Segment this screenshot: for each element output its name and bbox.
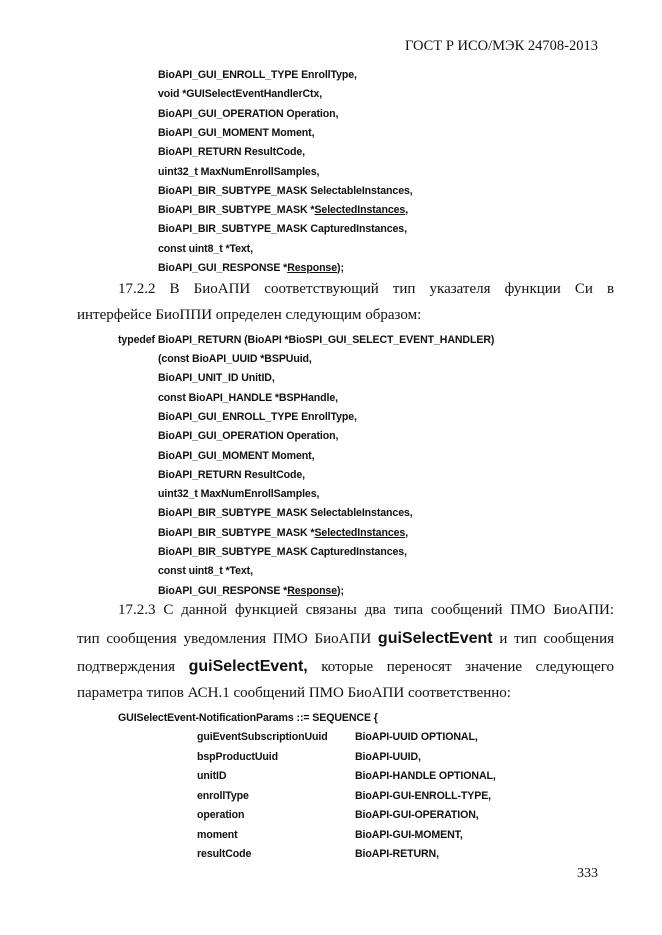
text-segment: и тип сообщения [499,631,615,647]
word: тип [392,281,416,297]
text-segment: тип сообщения уведомления ПМО БиоАПИ [77,631,372,647]
word: БиоАПИ [193,281,251,297]
page-number: 333 [577,866,598,881]
word: сообщений [430,602,503,618]
code-text: (const BioAPI_UUID *BSPUuid, [158,353,312,365]
word: значение [465,659,523,675]
word: связаны [305,602,357,618]
asn-field-type: BioAPI-GUI-ENROLL-TYPE, [355,789,492,802]
word: С [163,602,174,618]
asn-field-name: resultCode [197,848,252,860]
code-line [158,565,253,577]
code-text: BioAPI_BIR_SUBTYPE_MASK SelectableInstances, [158,507,413,520]
code-text: const BioAPI_HANDLE *BSPHandle, [158,391,338,404]
code-text: BioAPI_GUI_RESPONSE * [158,262,288,274]
code-line [158,585,344,597]
code-text: const uint8_t *Text, [158,565,253,578]
message-type-name: guiSelectEvent, [188,658,308,675]
word: 17.2.3 [118,602,156,618]
code-text: BioAPI_BIR_SUBTYPE_MASK SelectableInstances, [158,184,413,197]
code-line [158,69,357,81]
asn-field-type: BioAPI-RETURN, [355,848,439,860]
paragraph-17-2-3-line-1 [118,602,614,619]
word: ПМО [510,602,546,618]
code-text: , [405,204,409,217]
code-line [158,204,408,216]
code-text: BioAPI_BIR_SUBTYPE_MASK * [158,526,315,539]
code-text: BioAPI_RETURN ResultCode, [158,468,306,481]
code-line [158,527,408,539]
paragraph-17-2-3-line-3 [77,658,614,676]
code-text: BioAPI_BIR_SUBTYPE_MASK CapturedInstances, [158,546,407,558]
asn-field-name: unitID [197,770,227,782]
asn-field-name: enrollType [197,789,249,802]
word: БиоАПИ: [553,602,615,618]
code-text: BioAPI_BIR_SUBTYPE_MASK * [158,204,315,217]
code-line [158,243,253,255]
asn-field-type: BioAPI-GUI-MOMENT, [355,828,463,841]
code-text: BioAPI_GUI_ENROLL_TYPE EnrollType, [158,69,357,81]
code-text: uint32_t MaxNumEnrollSamples, [158,165,320,178]
word: два [364,602,386,618]
code-text: void *GUISelectEventHandlerCtx, [158,88,323,101]
code-text: uint32_t MaxNumEnrollSamples, [158,488,320,501]
word: соответствующий [264,281,379,297]
asn-field-name: operation [197,809,245,821]
code-line [158,223,407,235]
code-text: ); [337,584,344,597]
code-text: , [405,526,409,539]
code-line [158,166,319,178]
code-line [158,411,357,423]
asn-field-name: guiEventSubscriptionUuid [197,731,328,743]
asn-sequence-header: GUISelectEvent-NotificationParams ::= SEQUENCE { [118,712,378,724]
text-segment: подтверждения [77,659,176,675]
asn-field-type: BioAPI-HANDLE OPTIONAL, [355,770,496,782]
code-line [158,546,407,558]
underlined-parameter: Response [287,262,338,274]
code-text: BioAPI_UNIT_ID UnitID, [158,372,275,385]
word: 17.2.2 [118,281,156,297]
word: следующего [535,659,615,675]
paragraph-17-2-3-line-2 [77,630,614,648]
code-text: BioAPI_BIR_SUBTYPE_MASK CapturedInstances, [158,223,407,236]
code-line [158,507,413,519]
underlined-parameter: SelectedInstances [314,526,406,539]
word: переносят [386,659,452,675]
code-text: BioAPI_GUI_MOMENT Moment, [158,449,315,462]
typedef-line: typedef BioAPI_RETURN (BioAPI *BioSPI_GUI_SELECT_EVENT_HANDLER) [118,334,495,346]
code-line [158,185,413,197]
document-header: ГОСТ Р ИСО/МЭК 24708-2013 [405,38,598,54]
code-line [158,146,305,158]
code-text: BioAPI_RETURN ResultCode, [158,146,306,159]
word: функции [504,281,561,297]
asn-field-type: BioAPI-UUID, [355,750,421,763]
word: данной [181,602,228,618]
asn-field-name: moment [197,828,238,841]
code-line [158,488,319,500]
word: указателя [429,281,491,297]
code-text: BioAPI_GUI_OPERATION Operation, [158,107,339,120]
word: функцией [234,602,298,618]
code-line [158,88,322,100]
code-text: BioAPI_GUI_OPERATION Operation, [158,430,339,443]
code-text: BioAPI_GUI_MOMENT Moment, [158,126,315,139]
asn-field-type: BioAPI-UUID OPTIONAL, [355,731,478,743]
message-type-name: guiSelectEvent [377,630,493,647]
code-text: const uint8_t *Text, [158,242,253,255]
code-line [158,262,344,274]
paragraph-17-2-2-line-1 [118,281,614,298]
code-text: ); [337,262,344,274]
code-text: BioAPI_GUI_ENROLL_TYPE EnrollType, [158,410,357,423]
code-line [158,469,305,481]
word: В [169,281,180,297]
asn-field-type: BioAPI-GUI-OPERATION, [355,809,479,821]
word: типа [393,602,424,618]
code-line [158,450,314,462]
underlined-parameter: SelectedInstances [314,204,406,217]
code-line [158,108,338,120]
word: в [606,281,615,297]
paragraph-17-2-3-line-4: параметра типов АСН.1 сообщений ПМО БиоАПИ соответственно: [77,685,511,701]
underlined-parameter: Response [287,584,338,597]
word: Си [574,281,593,297]
code-line [158,392,338,404]
code-line [158,127,314,139]
word: которые [321,659,374,675]
code-line [158,430,338,442]
code-line [158,372,275,384]
paragraph-17-2-2-line-2: интерфейсе БиоППИ определен следующим образом: [77,307,422,323]
code-text: BioAPI_GUI_RESPONSE * [158,584,288,597]
code-line [158,353,312,365]
asn-field-name: bspProductUuid [197,750,278,763]
